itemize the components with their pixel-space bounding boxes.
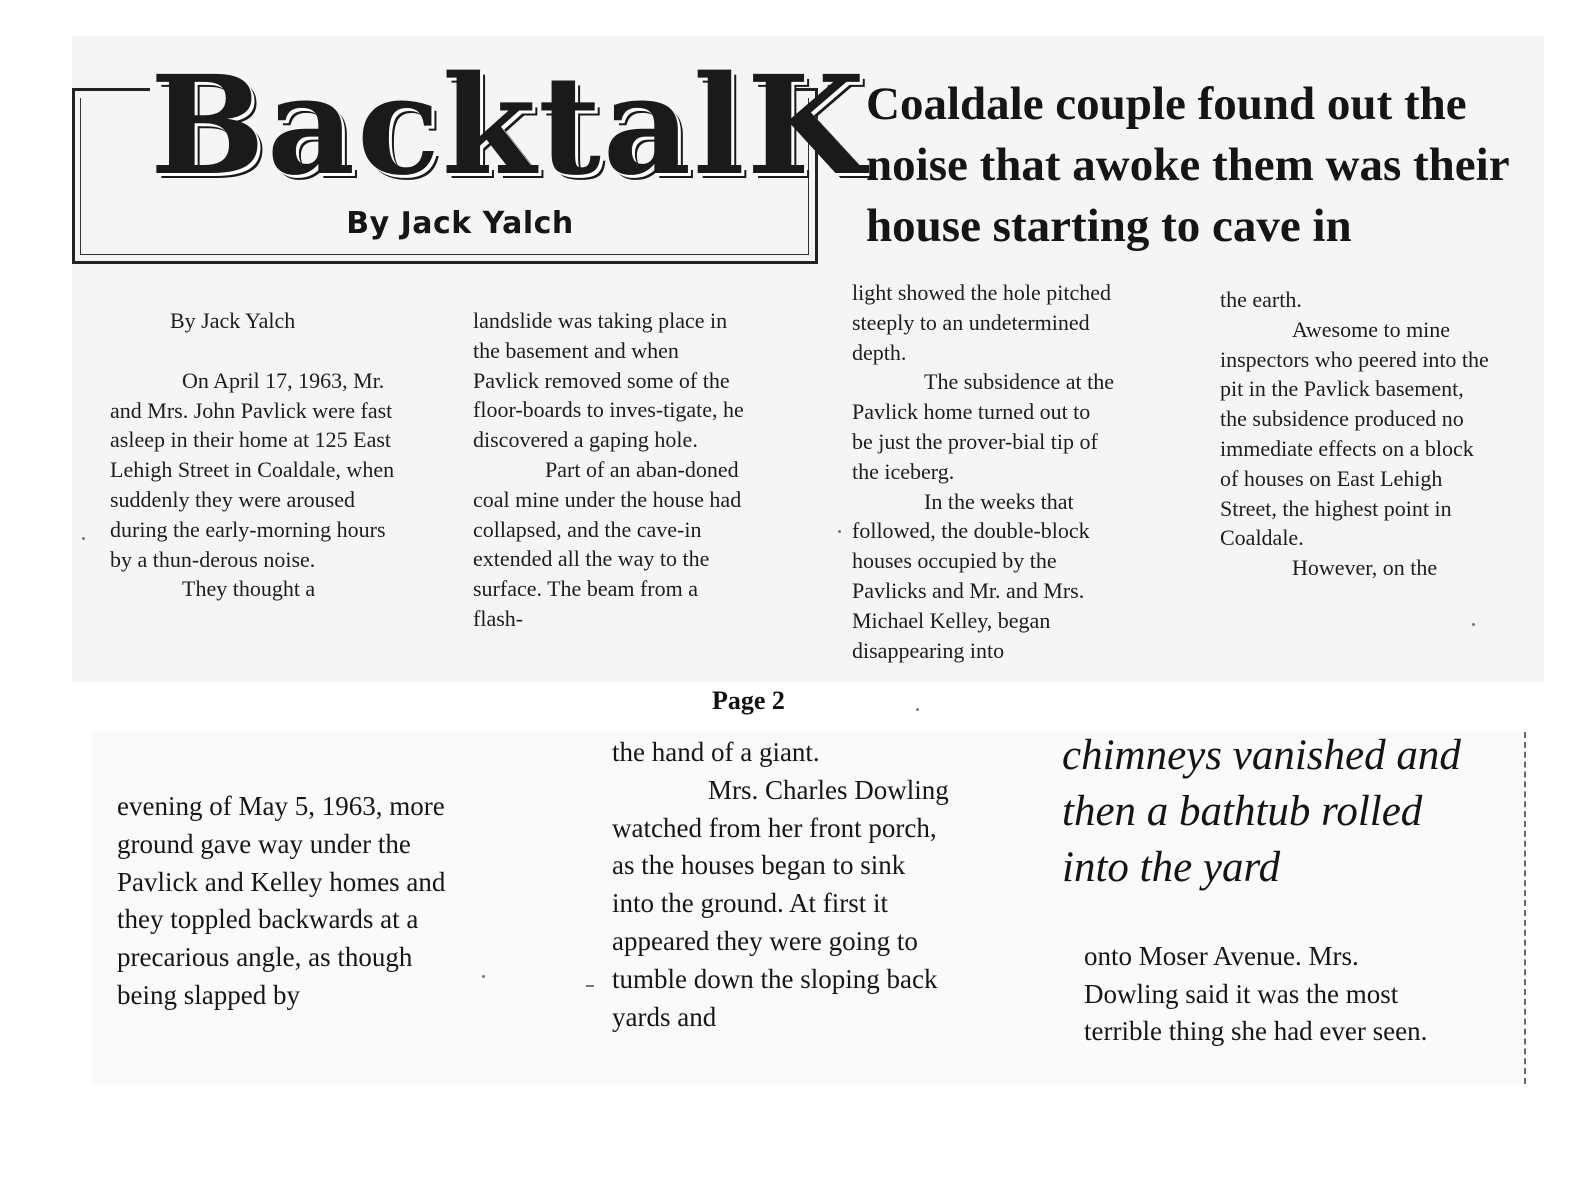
column-logo: BacktalK: [150, 46, 867, 206]
scan-speck: [586, 985, 594, 987]
article-paragraph: They thought a: [182, 576, 316, 602]
article-paragraph: Awesome to mine inspectors who peered into the pit in the Pavlick basement, the subsidence produced no immediate effects on a block of houses on East Lehigh Street, the highest point in Coaldale.: [1220, 316, 1489, 551]
article-column-1: [110, 306, 400, 604]
article-paragraph: light showed the hole pitched steeply to an undetermined depth.: [852, 280, 1112, 365]
scan-speck: [1472, 623, 1475, 626]
scan-speck: [82, 537, 85, 540]
pull-quote: chimneys vanished and then a bathtub rolled into the yard: [1062, 732, 1461, 891]
article-paragraph: Mrs. Charles Dowling watched from her front porch, as the houses began to sink into the ground. At first it appeared they were going to tumble down the sloping back yards and: [612, 774, 949, 1032]
scan-speck: [838, 530, 841, 533]
article-paragraph: However, on the: [1292, 555, 1438, 581]
article-byline: By Jack Yalch: [170, 308, 296, 333]
masthead-frame-top-left: [72, 88, 150, 91]
article-column-2: [473, 306, 745, 634]
article-paragraph: In the weeks that followed, the double-block houses occupied by the Pavlicks and Mr. and Mrs. Michael Kelley, began disappearing into: [852, 488, 1090, 663]
article-paragraph: On April 17, 1963, Mr. and Mrs. John Pavlick were fast asleep in their home at 125 East Lehigh Street in Coaldale, when suddenly they were aroused during the early-morning hours by a thun-derous noise.: [110, 367, 395, 572]
article-paragraph: landslide was taking place in the basement and when Pavlick removed some of the floor-boards to inves-tigate, he discovered a gaping hole.: [473, 308, 744, 453]
page-number-label: Page 2: [712, 686, 785, 715]
article-column-5: [117, 788, 447, 1015]
article-column-3: [852, 278, 1114, 665]
article-paragraph: Part of an aban-doned coal mine under the house had collapsed, and the cave-in extended all the way to the surface. The beam from a flash-: [473, 456, 742, 631]
clipping-edge-rule: [1524, 732, 1526, 1084]
article-paragraph: The subsidence at the Pavlick home turned out to be just the prover-bial tip of the iceberg.: [852, 369, 1114, 484]
masthead-byline: By Jack Yalch: [346, 206, 574, 241]
article-column-4: [1220, 285, 1490, 583]
article-headline: Coaldale couple found out the noise that awoke them was their house starting to cave in: [866, 78, 1509, 252]
article-paragraph: the earth.: [1220, 287, 1302, 312]
article-column-7: [1084, 938, 1434, 1051]
article-paragraph: onto Moser Avenue. Mrs. Dowling said it was the most terrible thing she had ever seen.: [1084, 941, 1428, 1046]
scan-speck: [482, 975, 485, 978]
masthead-inner-rule-left: [80, 98, 81, 254]
masthead-inner-rule-bottom: [80, 254, 809, 255]
scan-speck: [916, 708, 919, 711]
article-paragraph: the hand of a giant.: [612, 737, 820, 767]
article-column-6: [612, 734, 952, 1036]
article-paragraph: evening of May 5, 1963, more ground gave way under the Pavlick and Kelley homes and they toppled backwards at a precarious angle, as though being slapped by: [117, 791, 446, 1010]
